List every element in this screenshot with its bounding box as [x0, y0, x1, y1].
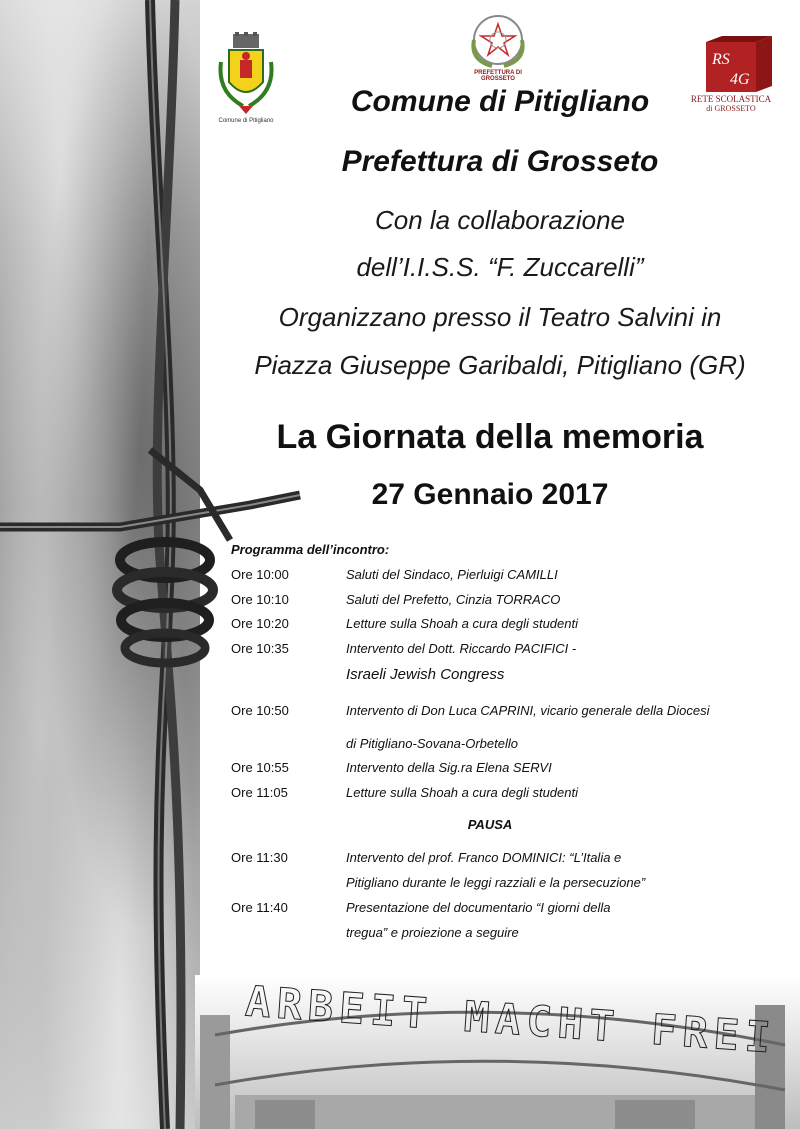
program-time: Ore 10:55 [231, 760, 289, 775]
program-time: Ore 11:30 [231, 850, 288, 865]
program-desc: Intervento di Don Luca CAPRINI, vicario generale della Diocesi [346, 703, 710, 718]
event-date: 27 Gennaio 2017 [371, 478, 609, 511]
header-comune: Comune di Pitigliano [350, 85, 650, 118]
program-time: Ore 10:35 [231, 641, 289, 656]
program-desc: Letture sulla Shoah a cura degli studenti [346, 785, 578, 800]
gate-photo [195, 975, 800, 1129]
program-desc-line2: di Pitigliano-Sovana-Orbetello [346, 736, 518, 751]
program-desc: Saluti del Prefetto, Cinzia TORRACO [346, 592, 561, 607]
program-desc: Intervento della Sig.ra Elena SERVI [346, 760, 552, 775]
program-time: Ore 10:00 [231, 567, 289, 582]
program-time: Ore 10:50 [231, 703, 289, 718]
rete-logo-caption-2: di GROSSETO [706, 104, 756, 113]
prefettura-logo-caption: PREFETTURA DI GROSSETO [474, 70, 522, 82]
program-time: Ore 11:05 [231, 785, 288, 800]
program-time: Ore 10:10 [231, 592, 289, 607]
svg-text:RS: RS [712, 51, 730, 68]
program-desc-line2: Pitigliano durante le leggi razziali e la persecuzione” [346, 875, 646, 890]
program-desc: Saluti del Sindaco, Pierluigi CAMILLI [346, 567, 558, 582]
header-organizzano: Organizzano presso il Teatro Salvini in [278, 302, 722, 332]
pause-label: PAUSA [467, 817, 513, 832]
program-desc-line2: Israeli Jewish Congress [346, 666, 505, 683]
program-time: Ore 11:40 [231, 900, 288, 915]
program-desc-continuation [346, 666, 766, 685]
rete-logo-caption-1: RETE SCOLASTICA [690, 94, 772, 104]
pitigliano-logo-caption: Comune di Pitigliano [218, 118, 274, 124]
page-title: La Giornata della memoria [276, 418, 704, 456]
program-time: Ore 10:20 [231, 616, 289, 631]
gate-sign-text: ARBEIT MACHT FREI [243, 976, 778, 1063]
program-desc: Intervento del prof. Franco DOMINICI: “L’Italia e [346, 850, 622, 865]
svg-text:4G: 4G [730, 71, 750, 88]
header-prefettura: Prefettura di Grosseto [341, 145, 659, 178]
header-piazza: Piazza Giuseppe Garibaldi, Pitigliano (GR) [254, 350, 746, 380]
program-heading: Programma dell’incontro: [231, 542, 390, 557]
header-collaborazione: Con la collaborazione [374, 205, 626, 235]
program-desc-line2: tregua” e proiezione a seguire [346, 925, 519, 940]
header-iiss: dell’I.I.S.S. “F. Zuccarelli” [356, 252, 644, 282]
program-desc: Intervento del Dott. Riccardo PACIFICI - [346, 641, 577, 656]
repubblica-italiana-emblem [462, 10, 534, 82]
program-desc: Presentazione del documentario “I giorni della [346, 900, 611, 915]
program-desc: Letture sulla Shoah a cura degli studenti [346, 616, 578, 631]
